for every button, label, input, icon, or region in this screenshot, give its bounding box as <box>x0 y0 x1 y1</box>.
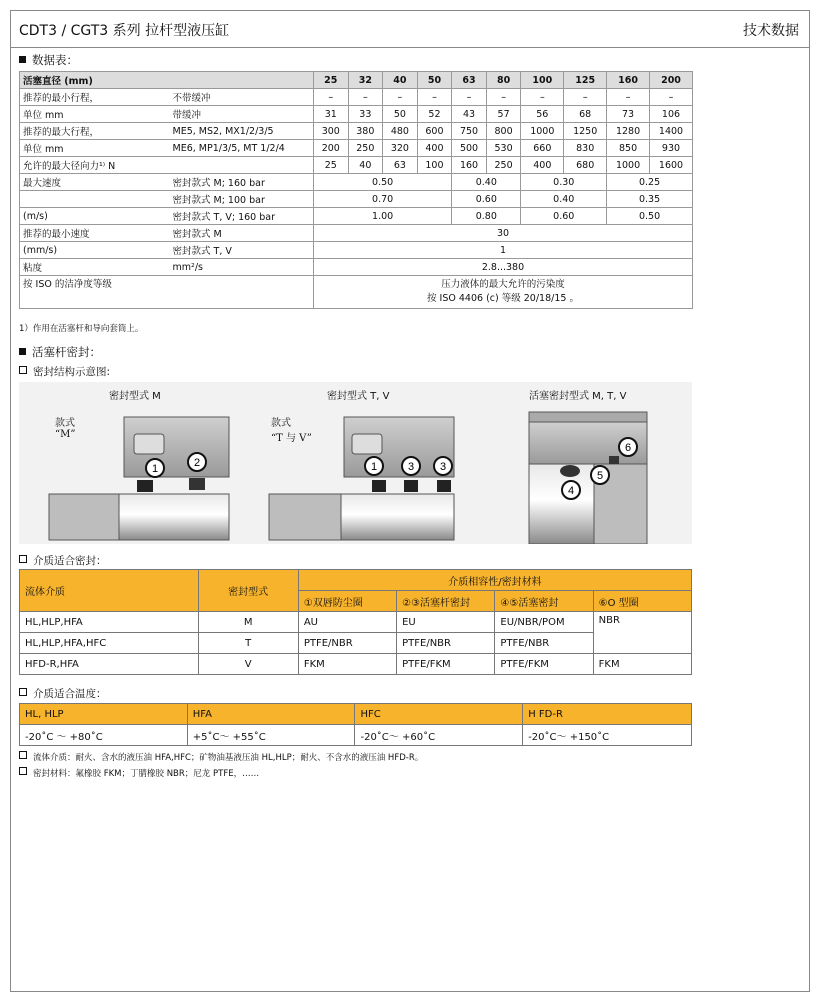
table-row: 粘度 mm²/s 2.8...380 <box>20 259 693 276</box>
bore-cell: 80 <box>486 72 521 89</box>
diagram-caption-piston: 活塞密封型式 M, T, V <box>529 391 627 402</box>
section-temp-heading: 介质适合温度： <box>19 686 107 701</box>
value-cell: – <box>383 89 418 106</box>
diagram-caption-tv: 密封型式 T, V <box>327 391 390 402</box>
seal-m-drawing <box>49 417 229 540</box>
data-table <box>19 71 693 309</box>
value-cell: – <box>650 89 693 106</box>
value-cell: 1400 <box>650 123 693 140</box>
value-cell: 660 <box>521 140 564 157</box>
table-row: 单位 mm ME6, MP1/3/5, MT 1/2/4 200 250 320 400 500 530 660 830 850 930 <box>20 140 693 157</box>
bore-cell: 160 <box>607 72 650 89</box>
header-seal-type: 密封型式 <box>198 570 298 612</box>
callout-2: 2 <box>193 457 201 469</box>
value-cell: 33 <box>348 106 383 123</box>
svg-text:3: 3 <box>439 461 447 473</box>
value-cell: 68 <box>564 106 607 123</box>
bore-cell: 200 <box>650 72 693 89</box>
iso-line-1: 压力液体的最大允许的污染度 <box>441 279 565 290</box>
page-header <box>11 11 809 48</box>
value-cell: 1250 <box>564 123 607 140</box>
table-row: 允许的最大径向力¹⁾ N 25 40 63 100 160 250 400 680 1000 1600 <box>20 157 693 174</box>
bore-cell: 32 <box>348 72 383 89</box>
note-fluid: 流体介质：耐火、含水的液压油 HFA,HFC；矿物油基液压油 HL,HLP；耐火、不含水的液压油 HFD-R。 <box>19 751 423 763</box>
value-cell: 930 <box>650 140 693 157</box>
value-cell: 1600 <box>650 157 693 174</box>
header-right: 技术数据 <box>743 23 799 39</box>
table-row: HL,HLP,HFA M AU EU EU/NBR/POM NBR <box>20 612 692 633</box>
header-label: 活塞直径 (mm) <box>20 72 314 89</box>
seal-diagram: 密封型式 M 密封型式 T, V 活塞密封型式 M, T, V 款式 “M” 款式 “T 与 V” 1 2 1 3 3 4 5 6 <box>19 382 692 544</box>
table-row: 推荐的最大行程， ME5, MS2, MX1/2/3/5 300 380 480 600 750 800 1000 1250 1280 1400 <box>20 123 693 140</box>
table-header-row <box>20 72 693 89</box>
bullet-square-icon <box>19 56 26 63</box>
bore-cell: 25 <box>314 72 349 89</box>
value-cell: 73 <box>607 106 650 123</box>
media-table: 流体介质 密封型式 介质相容性/密封材料 ①双唇防尘圈 ②③活塞杆密封 ④⑤活塞密封 ⑥O 型圈 HL,HLP,HFA M AU EU EU/NBR/POM NBR HL,HLP,HFA,HFC T PTFE/NBR PTFE/NBR PTFE/NBR HFD-R,HFA V FKM PTFE/FKM PTFE/FKM FKM <box>19 569 692 675</box>
value-cell: 25 <box>314 157 349 174</box>
seal-drawings <box>19 382 692 544</box>
section-seal-heading: 活塞杆密封： <box>19 344 101 360</box>
diagram-caption-m: 密封型式 M <box>109 391 161 402</box>
bullet-square-icon <box>19 348 26 355</box>
table-row: 推荐的最小行程， 不带缓冲 – – – – – – – – – – <box>20 89 693 106</box>
value-cell: 320 <box>383 140 418 157</box>
value-cell: 57 <box>486 106 521 123</box>
table-row: (m/s) 密封款式 T, V; 160 bar 1.00 0.80 0.60 0.50 <box>20 208 693 225</box>
callout-1: 1 <box>151 463 159 475</box>
value-cell: 400 <box>521 157 564 174</box>
table-row: HL,HLP,HFA,HFC T PTFE/NBR PTFE/NBR PTFE/NBR <box>20 633 692 654</box>
callout-6: 6 <box>624 442 632 454</box>
value-cell: 480 <box>383 123 418 140</box>
bullet-outline-square-icon <box>19 366 27 374</box>
header-compat: 介质相容性/密封材料 <box>298 570 691 591</box>
value-cell: 300 <box>314 123 349 140</box>
table-row: HFD-R,HFA V FKM PTFE/FKM PTFE/FKM FKM <box>20 654 692 675</box>
value-cell: 680 <box>564 157 607 174</box>
section-diagram-heading: 密封结构示意图: <box>19 364 110 379</box>
note-material: 密封材料：氟橡胶 FKM；丁腈橡胶 NBR；尼龙 PTFE，…… <box>19 767 259 779</box>
page-title: CDT3 / CGT3 系列 拉杆型液压缸 <box>19 23 230 39</box>
value-cell: 52 <box>417 106 452 123</box>
iso-line-2: 按 ISO 4406 (c) 等级 20/18/15 。 <box>427 293 579 304</box>
footnote: 1）作用在活塞杆和导向套筒上。 <box>19 324 144 334</box>
value-cell: 850 <box>607 140 650 157</box>
bore-cell: 100 <box>521 72 564 89</box>
bullet-outline-square-icon <box>19 555 27 563</box>
bore-cell: 125 <box>564 72 607 89</box>
value-cell: 1280 <box>607 123 650 140</box>
value-cell: 800 <box>486 123 521 140</box>
value-cell: 500 <box>452 140 487 157</box>
value-cell: – <box>417 89 452 106</box>
bore-cell: 50 <box>417 72 452 89</box>
page-frame <box>10 10 810 992</box>
value-cell: 43 <box>452 106 487 123</box>
svg-text:3: 3 <box>407 461 415 473</box>
value-cell: – <box>314 89 349 106</box>
bore-cell: 63 <box>452 72 487 89</box>
seal-piston-drawing <box>529 412 647 544</box>
header-fluid: 流体介质 <box>20 570 199 612</box>
value-cell: – <box>348 89 383 106</box>
value-cell: 63 <box>383 157 418 174</box>
section-data-heading: 数据表： <box>19 52 78 68</box>
value-cell: 250 <box>486 157 521 174</box>
value-cell: – <box>607 89 650 106</box>
value-cell: 400 <box>417 140 452 157</box>
value-cell: – <box>452 89 487 106</box>
value-cell: 380 <box>348 123 383 140</box>
bullet-outline-square-icon <box>19 688 27 696</box>
callout-4: 4 <box>567 485 575 497</box>
table-row: 推荐的最小速度 密封款式 M 30 <box>20 225 693 242</box>
value-cell: 40 <box>348 157 383 174</box>
value-cell: – <box>486 89 521 106</box>
bore-cell: 40 <box>383 72 418 89</box>
value-cell: 530 <box>486 140 521 157</box>
value-cell: 100 <box>417 157 452 174</box>
value-cell: 1000 <box>607 157 650 174</box>
table-row: 密封款式 M; 100 bar 0.70 0.60 0.40 0.35 <box>20 191 693 208</box>
svg-text:1: 1 <box>370 461 378 473</box>
bullet-outline-square-icon <box>19 751 27 759</box>
callout-5: 5 <box>596 470 604 482</box>
value-cell: 31 <box>314 106 349 123</box>
table-row: 最大速度 密封款式 M; 160 bar 0.50 0.40 0.30 0.25 <box>20 174 693 191</box>
table-row: 单位 mm 带缓冲 31 33 50 52 43 57 56 68 73 106 <box>20 106 693 123</box>
table-row: -20˚C ～ +80˚C +5˚C～ +55˚C -20˚C～ +60˚C -20˚C～ +150˚C <box>20 725 692 746</box>
value-cell: 56 <box>521 106 564 123</box>
value-cell: – <box>564 89 607 106</box>
temp-table: HL, HLP HFA HFC H FD-R -20˚C ～ +80˚C +5˚C～ +55˚C -20˚C～ +60˚C -20˚C～ +150˚C <box>19 703 692 746</box>
table-row: 按 ISO 的洁净度等级 压力液体的最大允许的污染度 按 ISO 4406 (c) 等级 20/18/15 。 <box>20 276 693 309</box>
section-media-heading: 介质适合密封： <box>19 553 107 568</box>
value-cell: – <box>521 89 564 106</box>
value-cell: 830 <box>564 140 607 157</box>
value-cell: 750 <box>452 123 487 140</box>
value-cell: 600 <box>417 123 452 140</box>
seal-tv-drawing <box>269 417 454 540</box>
value-cell: 1000 <box>521 123 564 140</box>
value-cell: 200 <box>314 140 349 157</box>
value-cell: 160 <box>452 157 487 174</box>
value-cell: 106 <box>650 106 693 123</box>
value-cell: 250 <box>348 140 383 157</box>
bullet-outline-square-icon <box>19 767 27 775</box>
table-row: (mm/s) 密封款式 T, V 1 <box>20 242 693 259</box>
value-cell: 50 <box>383 106 418 123</box>
